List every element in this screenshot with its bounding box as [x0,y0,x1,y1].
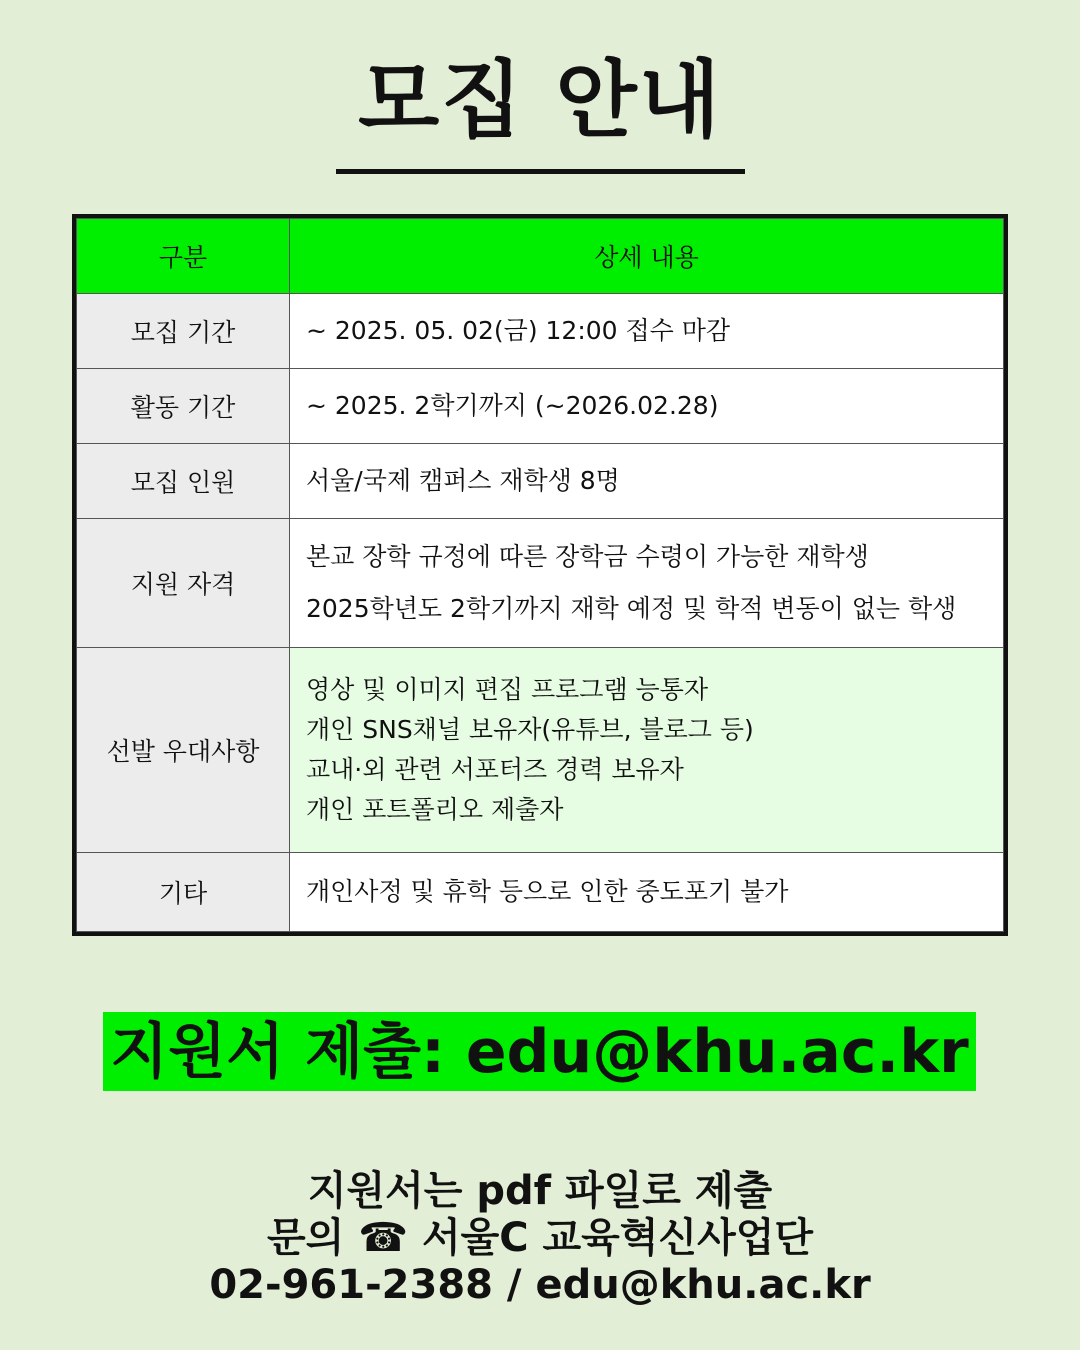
footer-inquiry: 문의 ☎ 서울C 교육혁신사업단 [267,1215,813,1261]
row-label-other: 기타 [77,853,290,932]
row-content [290,444,1004,519]
row-content [290,519,1004,648]
footer-pdf-note: 지원서는 pdf 파일로 제출 [307,1168,773,1214]
row-label-recruit-period: 모집 기간 [77,294,290,369]
row-label-eligibility: 지원 자격 [77,519,290,648]
submit-email-banner: 지원서 제출: edu@khu.ac.kr [103,1012,976,1091]
row-label-headcount: 모집 인원 [77,444,290,519]
content-line: 개인 SNS채널 보유자(유튜브, 블로그 등) [306,715,754,744]
content-line: 교내·외 관련 서포터즈 경력 보유자 [306,755,684,784]
row-content [290,369,1004,444]
contact-footer [0,1168,1080,1309]
table-row [77,519,1004,648]
content-line: ~ 2025. 05. 02(금) 12:00 접수 마감 [306,316,731,345]
row-label-preferences: 선발 우대사항 [77,648,290,853]
table-row [77,294,1004,369]
content-line: 2025학년도 2학기까지 재학 예정 및 학적 변동이 없는 학생 [306,594,957,623]
page-title: 모집 안내 [358,51,722,149]
content-line: 영상 및 이미지 편집 프로그램 능통자 [306,675,708,704]
footer-phone-email: 02-961-2388 / edu@khu.ac.kr [209,1262,871,1308]
info-table [72,214,1008,936]
table-row [77,369,1004,444]
table-header-row [77,219,1004,294]
content-line: 본교 장학 규정에 따른 장학금 수령이 가능한 재학생 [306,542,869,571]
header-details: 상세 내용 [290,219,1004,294]
row-label-activity-period: 활동 기간 [77,369,290,444]
table-row [77,648,1004,853]
table-row [77,444,1004,519]
table-row [77,853,1004,932]
row-content [290,853,1004,932]
content-line: 서울/국제 캠퍼스 재학생 8명 [306,466,620,495]
row-content [290,294,1004,369]
content-line: 개인 포트폴리오 제출자 [306,795,564,824]
content-line: ~ 2025. 2학기까지 (~2026.02.28) [306,391,719,420]
content-line: 개인사정 및 휴학 등으로 인한 중도포기 불가 [306,877,789,906]
header-category: 구분 [77,219,290,294]
row-content [290,648,1004,853]
title-underline [336,169,745,174]
